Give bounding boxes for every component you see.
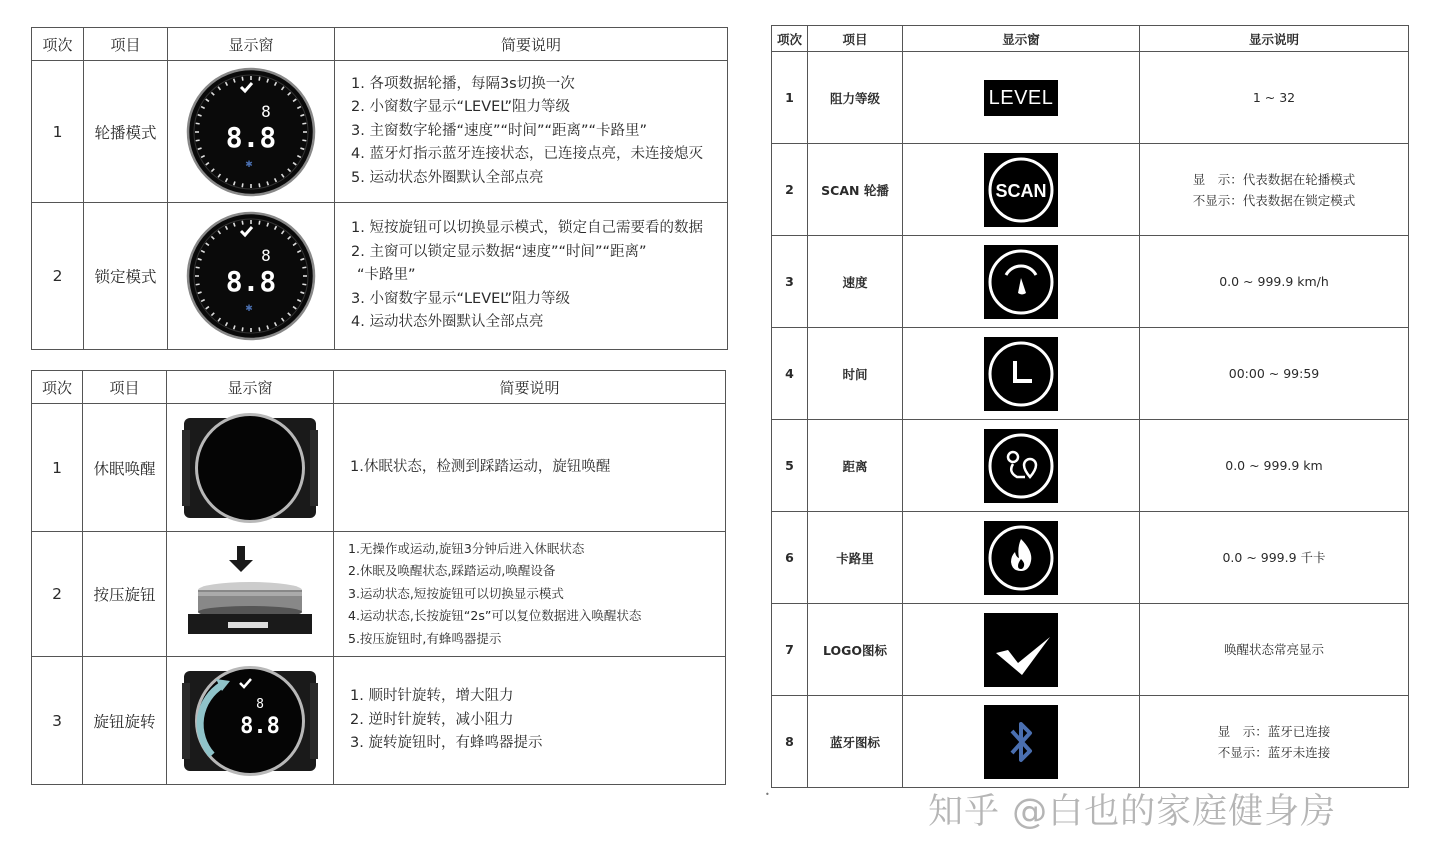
description-line: “卡路里” [357, 267, 416, 284]
display-window-cell [903, 52, 1140, 144]
scan-icon [984, 153, 1058, 227]
description-line: 3. 小窗数字显示“LEVEL”阻力等级 [351, 290, 571, 307]
row-item-name: LOGO图标 [808, 604, 903, 696]
description-line: 1. 顺时针旋转，增大阻力 [350, 688, 514, 705]
table-header-row [32, 28, 728, 61]
ring-tick [196, 123, 200, 124]
table-row [32, 532, 726, 657]
ring-tick [302, 284, 306, 285]
row-number: 3 [32, 657, 83, 785]
icon-legend-table [771, 25, 1409, 788]
row-item-name: 时间 [808, 328, 903, 420]
ring-tick [242, 221, 243, 225]
row-item-name: 休眠唤醒 [83, 404, 167, 532]
display-window-cell [903, 328, 1140, 420]
description-line: 1.无操作或运动,旋钮3分钟后进入休眠状态 [348, 540, 585, 556]
display-window-cell [168, 61, 335, 203]
ring-tick [242, 327, 243, 331]
row-number: 1 [32, 61, 84, 203]
header-item-no: 项次 [32, 28, 84, 61]
value-line: 0.0 ~ 999.9 km/h [1219, 274, 1329, 289]
header-item-no: 项次 [772, 26, 808, 52]
description-cell [335, 203, 728, 350]
value-line: 0.0 ~ 999.9 千卡 [1222, 550, 1326, 565]
row-number: 3 [772, 236, 808, 328]
header-display: 显示窗 [903, 26, 1140, 52]
row-item-name: 旋钮旋转 [83, 657, 167, 785]
description-cell [335, 61, 728, 203]
table-row [772, 512, 1409, 604]
display-window-cell [167, 404, 334, 532]
description-line: 1.休眠状态，检测到踩踏运动，旋钮唤醒 [350, 458, 611, 475]
description-line: 4. 运动状态外圈默认全部点亮 [351, 314, 544, 331]
row-number: 2 [32, 203, 84, 350]
display-window-cell [167, 532, 334, 657]
level-icon: LEVEL [984, 80, 1058, 116]
row-number: 6 [772, 512, 808, 604]
value-line: 不显示：代表数据在锁定模式 [1192, 192, 1356, 208]
header-description: 显示说明 [1140, 26, 1409, 52]
svg-text:✱: ✱ [245, 304, 253, 314]
speedometer-icon [984, 245, 1058, 319]
location-pin-icon [984, 429, 1058, 503]
row-item-name: 蓝牙图标 [808, 696, 903, 788]
description-line: 1. 短按旋钮可以切换显示模式，锁定自己需要看的数据 [351, 220, 703, 237]
value-cell [1140, 328, 1409, 420]
value-cell [1140, 420, 1409, 512]
round-display-image [186, 67, 316, 197]
description-line: 3. 主窗数字轮播“速度”“时间”“距离”“卡路里” [351, 122, 648, 139]
row-number: 1 [772, 52, 808, 144]
ring-tick [259, 221, 260, 225]
row-number: 2 [772, 144, 808, 236]
display-window-cell [903, 144, 1140, 236]
header-item: 项目 [808, 26, 903, 52]
description-line: 1. 各项数据轮播，每隔3s切换一次 [351, 75, 575, 92]
ring-tick [302, 123, 306, 124]
press-knob-image [182, 544, 318, 644]
display-window-cell [903, 420, 1140, 512]
description-line: 3. 旋转旋钮时，有蜂鸣器提示 [350, 735, 543, 752]
row-item-name: 阻力等级 [808, 52, 903, 144]
description-line: 2. 逆时针旋转，减小阻力 [350, 711, 514, 728]
ring-tick [196, 284, 200, 285]
display-window-cell [903, 236, 1140, 328]
level-digit: 8 [256, 696, 264, 712]
value-line: 唤醒状态常亮显示 [1223, 642, 1324, 657]
description-cell [334, 404, 726, 532]
bluetooth-icon [984, 705, 1058, 779]
table-row [772, 696, 1409, 788]
value-line: 显 示：代表数据在轮播模式 [1192, 171, 1356, 187]
row-number: 2 [32, 532, 83, 657]
row-number: 4 [772, 328, 808, 420]
value-cell [1140, 512, 1409, 604]
header-item: 项目 [84, 28, 168, 61]
sleep-knob-image [182, 412, 318, 524]
row-item-name: 轮播模式 [84, 61, 168, 203]
value-line: 1 ~ 32 [1252, 90, 1296, 105]
ring-tick [242, 76, 243, 80]
description-line: 4. 蓝牙灯指示蓝牙连接状态，已连接点亮，未连接熄灭 [351, 146, 703, 163]
row-item-name: 卡路里 [808, 512, 903, 604]
level-digit: 8 [261, 101, 271, 121]
row-item-name: 距离 [808, 420, 903, 512]
value-line: 显 示：蓝牙已连接 [1217, 723, 1331, 739]
header-item-no: 项次 [32, 371, 83, 404]
round-display-image [186, 211, 316, 341]
value-cell [1140, 52, 1409, 144]
description-line: 2. 主窗可以锁定显示数据“速度”“时间”“距离” [351, 243, 647, 260]
table-row [32, 657, 726, 785]
scan-icon-text: SCAN [995, 180, 1047, 201]
value-cell [1140, 696, 1409, 788]
table-header-row [772, 26, 1409, 52]
header-description: 简要说明 [334, 371, 726, 404]
ring-tick [242, 183, 243, 187]
watermark: 知乎 @白也的家庭健身房 [928, 792, 1337, 832]
row-number: 5 [772, 420, 808, 512]
display-window-cell [903, 696, 1140, 788]
header-item: 项目 [83, 371, 167, 404]
description-line: 2. 小窗数字显示“LEVEL”阻力等级 [351, 99, 571, 116]
description-line: 5.按压旋钮时,有蜂鸣器提示 [348, 630, 502, 646]
main-digits: 8.8 [225, 265, 277, 298]
row-item-name: SCAN 轮播 [808, 144, 903, 236]
stray-dot: • [765, 790, 770, 799]
table-row [772, 604, 1409, 696]
value-cell [1140, 236, 1409, 328]
description-line: 3.运动状态,短按旋钮可以切换显示模式 [348, 585, 564, 601]
table-row [32, 203, 728, 350]
ring-tick [196, 140, 200, 141]
row-item-name: 按压旋钮 [83, 532, 167, 657]
table-row [772, 144, 1409, 236]
display-window-cell [903, 512, 1140, 604]
level-digit: 8 [261, 246, 271, 265]
display-window-cell [903, 604, 1140, 696]
table-row [32, 61, 728, 203]
header-description: 简要说明 [335, 28, 728, 61]
description-line: 5. 运动状态外圈默认全部点亮 [351, 169, 544, 186]
description-cell [334, 657, 726, 785]
header-display: 显示窗 [167, 371, 334, 404]
display-window-cell [168, 203, 335, 350]
value-cell [1140, 604, 1409, 696]
table-row [772, 420, 1409, 512]
description-line: 2.休眠及唤醒状态,踩踏运动,唤醒设备 [348, 563, 556, 579]
clock-icon [984, 337, 1058, 411]
row-number: 8 [772, 696, 808, 788]
value-cell [1140, 144, 1409, 236]
row-number: 1 [32, 404, 83, 532]
table-row [772, 236, 1409, 328]
value-line: 00:00 ~ 99:59 [1228, 366, 1320, 381]
header-display: 显示窗 [168, 28, 335, 61]
table-row [772, 52, 1409, 144]
ring-tick [302, 267, 306, 268]
main-digits: 8.8 [240, 713, 280, 739]
display-window-cell [167, 657, 334, 785]
display-mode-table [31, 27, 728, 350]
row-item-name: 速度 [808, 236, 903, 328]
main-digits: 8.8 [225, 120, 277, 154]
ring-tick [259, 76, 260, 80]
table-row [32, 404, 726, 532]
value-line: 不显示：蓝牙未连接 [1217, 744, 1331, 760]
value-line: 0.0 ~ 999.9 km [1225, 458, 1323, 473]
flame-icon [984, 521, 1058, 595]
table-header-row [32, 371, 726, 404]
knob-operation-table [31, 370, 726, 785]
description-line: 4.运动状态,长按旋钮“2s”可以复位数据进入唤醒状态 [348, 608, 642, 624]
ring-tick [259, 183, 260, 187]
table-row [772, 328, 1409, 420]
row-item-name: 锁定模式 [84, 203, 168, 350]
ring-tick [196, 267, 200, 268]
svg-text:✱: ✱ [245, 159, 253, 170]
rotate-knob-image [182, 665, 318, 777]
description-cell [334, 532, 726, 657]
ring-tick [259, 327, 260, 331]
row-number: 7 [772, 604, 808, 696]
logo-check-icon [984, 613, 1058, 687]
ring-tick [302, 140, 306, 141]
